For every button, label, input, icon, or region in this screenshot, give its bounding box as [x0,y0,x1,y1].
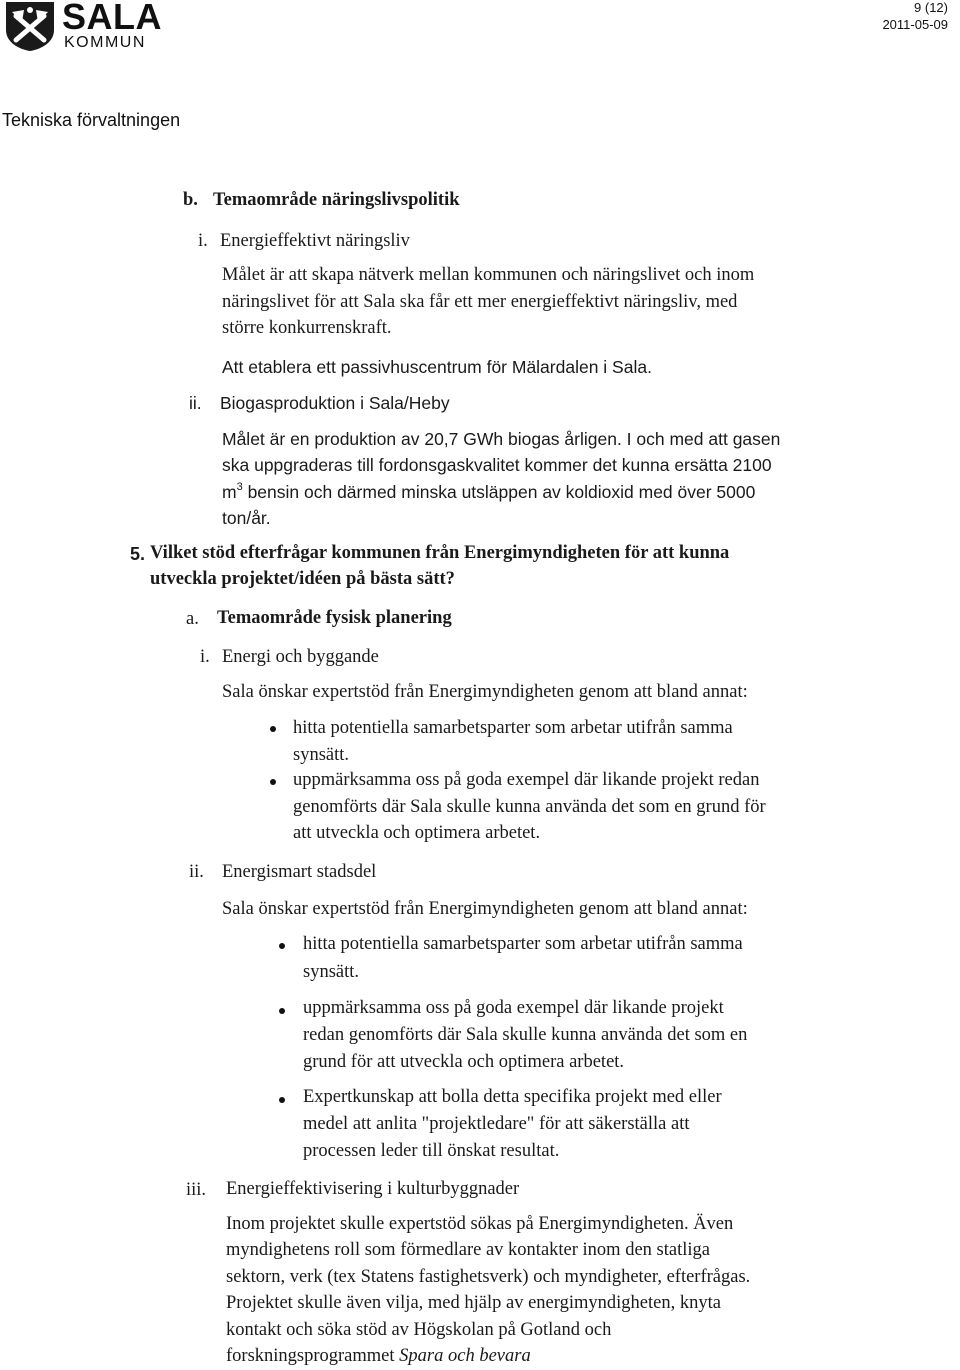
bullet-line: synsätt. [293,745,350,765]
item-i-marker: i. [200,647,210,667]
paragraph-line: sektorn, verk (tex Statens fastighetsverk) och myndigheter, efterfrågas. [226,1267,751,1287]
bullet-icon [279,943,285,949]
paragraph-line [226,1345,531,1367]
item-ii-marker: ii. [189,862,204,882]
logo-subtitle: KOMMUN [64,34,146,51]
item-energismart-title: Energismart stadsdel [222,862,377,882]
section-a-marker: a. [186,609,199,629]
section-b-title: Temaområde näringslivspolitik [213,190,460,210]
question-5-line: Vilket stöd efterfrågar kommunen från Energimyndigheten för att kunna [150,543,730,563]
item-iii-marker: iii. [186,1180,207,1200]
logo-name: SALA [62,0,162,37]
program-name: Spara och bevara [399,1346,531,1366]
bullet-icon [270,779,276,785]
page-number: 9 (12) [914,0,948,15]
sala-kommun-logo-icon [2,0,58,52]
paragraph-line: ska uppgraderas till fordonsgaskvalitet kommer det kunna ersätta 2100 [222,455,772,475]
section-a-title: Temaområde fysisk planering [217,608,452,628]
paragraph-line: Projektet skulle även vilja, med hjälp av energimyndigheten, knyta [226,1293,721,1313]
question-5-marker: 5. [130,544,146,564]
item-ii-marker: ii. [189,393,202,413]
paragraph-line [222,481,755,503]
item-kulturbyggnader-title: Energieffektivisering i kulturbyggnader [226,1179,520,1199]
item-energieffektivt-title: Energieffektivt näringsliv [220,231,410,251]
bullet-icon [279,1097,285,1103]
department-name: Tekniska förvaltningen [2,110,181,130]
paragraph-line: kontakt och söka stöd av Högskolan på Gotland och [226,1320,612,1340]
item-biogas-title: Biogasproduktion i Sala/Heby [220,393,450,413]
bullet-line: uppmärksamma oss på goda exempel där likande projekt redan [293,770,760,790]
paragraph-line: Målet är att skapa nätverk mellan kommunen och näringslivet och inom [222,265,755,285]
bullet-line: Expertkunskap att bolla detta specifika projekt med eller [303,1087,722,1107]
question-5-line: utveckla projektet/idéen på bästa sätt? [150,569,455,589]
paragraph-line: större konkurrenskraft. [222,318,392,338]
bullet-icon [270,726,276,732]
section-b-marker: b. [183,190,198,210]
bullet-icon [279,1008,285,1014]
paragraph-line: Att etablera ett passivhuscentrum för Mälardalen i Sala. [222,357,652,377]
paragraph-line: myndighetens roll som förmedlare av kontakter inom den statliga [226,1240,710,1260]
paragraph-line: ton/år. [222,508,271,528]
paragraph-line: näringslivet för att Sala ska får ett mer energieffektivt näringsliv, med [222,292,738,312]
unit-m: m [222,482,237,502]
paragraph-line: Inom projektet skulle expertstöd sökas på Energimyndigheten. Även [226,1214,734,1234]
bullet-line: processen leder till önskat resultat. [303,1141,560,1161]
bullet-line: uppmärksamma oss på goda exempel där likande projekt [303,998,724,1018]
paragraph-line: Sala önskar expertstöd från Energimyndigheten genom att bland annat: [222,682,748,702]
bullet-line: synsätt. [303,962,360,982]
bullet-line: medel att anlita "projektledare" för att säkerställa att [303,1114,690,1134]
bullet-line: redan genomförts där Sala skulle kunna använda det som en [303,1025,748,1045]
paragraph-text: forskningsprogrammet [226,1346,400,1366]
bullet-line: grund för att utveckla och optimera arbetet. [303,1052,625,1072]
item-i-marker: i. [198,231,208,251]
document-date: 2011-05-09 [882,17,948,32]
paragraph-line: Sala önskar expertstöd från Energimyndigheten genom att bland annat: [222,899,748,919]
bullet-line: att utveckla och optimera arbetet. [293,823,541,843]
item-energi-byggande-title: Energi och byggande [222,647,379,667]
bullet-line: hitta potentiella samarbetsparter som arbetar utifrån samma [293,718,733,738]
paragraph-text: bensin och därmed minska utsläppen av koldioxid med över 5000 [242,482,756,502]
bullet-line: hitta potentiella samarbetsparter som arbetar utifrån samma [303,934,743,954]
unit-superscript: 3 [236,481,243,494]
paragraph-line: Målet är en produktion av 20,7 GWh biogas årligen. I och med att gasen [222,429,781,449]
bullet-line: genomförts där Sala skulle kunna använda det som en grund för [293,797,766,817]
